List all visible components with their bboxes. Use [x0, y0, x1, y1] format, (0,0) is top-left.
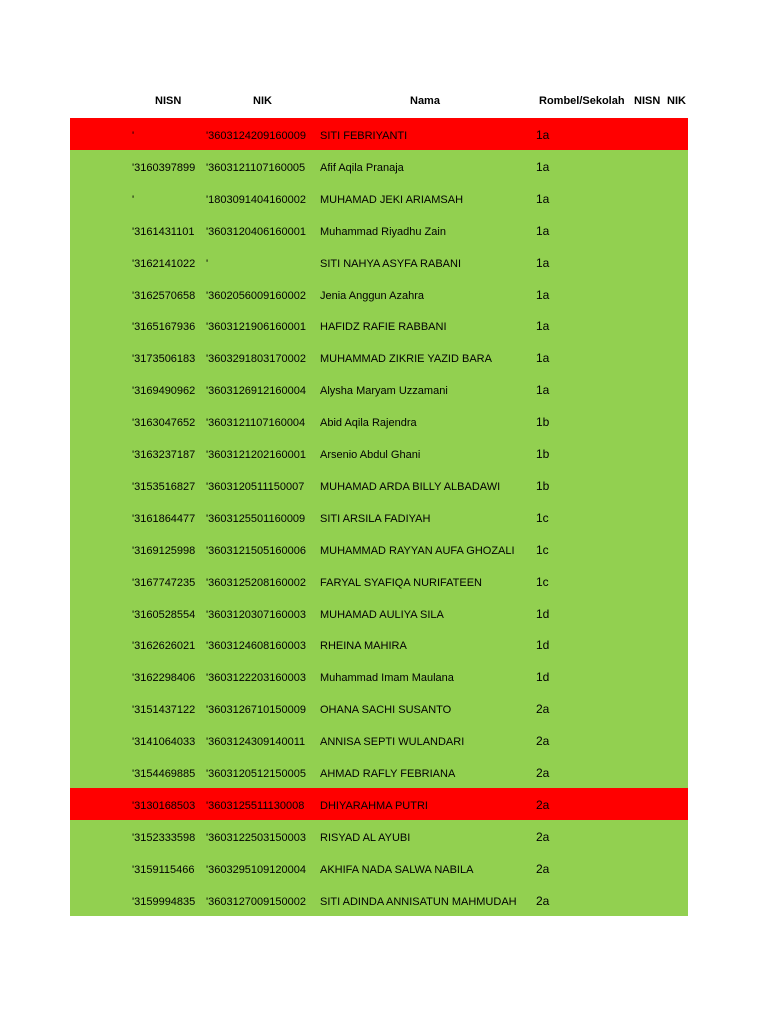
- cell-nik: '3603120406160001: [206, 225, 306, 238]
- student-table: [70, 118, 688, 916]
- cell-nama: HAFIDZ RAFIE RABBANI: [320, 321, 447, 334]
- cell-nama: AHMAD RAFLY FEBRIANA: [320, 768, 456, 780]
- cell-nama: Muhammad Riyadhu Zain: [320, 225, 446, 238]
- table-row[interactable]: [70, 405, 688, 437]
- cell-nik: '3603120511150007: [206, 480, 305, 493]
- table-row[interactable]: [70, 852, 688, 884]
- table-row[interactable]: [70, 309, 688, 341]
- cell-nama: RHEINA MAHIRA: [320, 640, 407, 653]
- table-row[interactable]: [70, 182, 688, 214]
- cell-nik: '3603295109120004: [206, 863, 306, 876]
- cell-rombel: 1c: [536, 510, 549, 525]
- cell-nisn: '3160528554: [132, 608, 196, 621]
- cell-nisn: '3162298406: [132, 672, 196, 685]
- cell-nik: '3603120512150005: [206, 768, 306, 780]
- cell-nisn: '3163237187: [132, 449, 196, 461]
- table-row[interactable]: [70, 118, 688, 150]
- cell-nisn: '3141064033: [132, 736, 196, 749]
- cell-rombel: 1d: [536, 638, 550, 653]
- cell-nama: Abid Aqila Rajendra: [320, 417, 417, 430]
- cell-nik: '3603126710150009: [206, 704, 306, 717]
- cell-nisn: ': [132, 193, 135, 206]
- header-nik-2: NIK: [667, 95, 686, 107]
- table-row[interactable]: [70, 533, 688, 565]
- cell-nisn: '3173506183: [132, 353, 196, 366]
- cell-nisn: '3169490962: [132, 385, 196, 398]
- cell-nisn: '3152333598: [132, 831, 196, 844]
- table-row[interactable]: [70, 501, 688, 533]
- cell-rombel: 1a: [536, 191, 550, 206]
- table-row[interactable]: [70, 214, 688, 246]
- cell-nisn: '3159115466: [132, 863, 195, 876]
- header-nisn-2: NISN: [634, 95, 661, 107]
- cell-nik: '3603127009150002: [206, 895, 306, 908]
- cell-nik: '3603121107160005: [206, 161, 306, 174]
- cell-nama: SITI ADINDA ANNISATUN MAHMUDAH: [320, 895, 517, 908]
- cell-nik: '3603124608160003: [206, 640, 306, 653]
- cell-nik: '3603121202160001: [206, 449, 306, 461]
- cell-nama: ANNISA SEPTI WULANDARI: [320, 736, 465, 749]
- cell-nama: SITI NAHYA ASYFA RABANI: [320, 257, 462, 270]
- cell-rombel: 1a: [536, 159, 550, 174]
- cell-nama: Muhammad Imam Maulana: [320, 672, 454, 685]
- cell-nisn: '3160397899: [132, 161, 196, 174]
- header-rombel: Rombel/Sekolah: [539, 95, 625, 107]
- table-row[interactable]: [70, 788, 688, 820]
- table-row[interactable]: [70, 341, 688, 373]
- cell-nama: MUHAMMAD ZIKRIE YAZID BARA: [320, 353, 492, 366]
- cell-nisn: '3167747235: [132, 576, 196, 589]
- cell-nik: '3603291803170002: [206, 353, 306, 366]
- cell-rombel: 2a: [536, 734, 550, 749]
- cell-rombel: 1a: [536, 319, 550, 334]
- cell-rombel: 1b: [536, 478, 550, 493]
- cell-nisn: '3165167936: [132, 321, 196, 334]
- cell-nama: FARYAL SYAFIQA NURIFATEEN: [320, 576, 482, 589]
- cell-rombel: 1a: [536, 383, 550, 398]
- cell-nama: MUHAMAD JEKI ARIAMSAH: [320, 193, 464, 206]
- cell-nisn: '3130168503: [132, 799, 196, 812]
- cell-nik: '3603125501160009: [206, 512, 306, 525]
- cell-nama: Arsenio Abdul Ghani: [320, 449, 421, 461]
- cell-nik: ': [206, 257, 209, 270]
- table-row[interactable]: [70, 820, 688, 852]
- cell-rombel: 1b: [536, 415, 550, 430]
- cell-rombel: 2a: [536, 766, 550, 780]
- cell-nik: '3602056009160002: [206, 289, 306, 302]
- cell-nisn: '3159994835: [132, 895, 196, 908]
- cell-nisn: '3161431101: [132, 225, 195, 238]
- cell-rombel: 1d: [536, 606, 550, 621]
- cell-nik: '3603125208160002: [206, 576, 306, 589]
- cell-nisn: '3162141022: [132, 257, 196, 270]
- cell-nik: '3603124309140011: [206, 736, 306, 749]
- cell-rombel: 1c: [536, 574, 549, 589]
- cell-nik: '3603121505160006: [206, 544, 306, 557]
- cell-nama: SITI FEBRIYANTI: [320, 130, 408, 142]
- table-row[interactable]: [70, 756, 688, 788]
- table-row[interactable]: [70, 373, 688, 405]
- header-nama: Nama: [410, 95, 440, 107]
- table-row[interactable]: [70, 884, 688, 916]
- table-row[interactable]: [70, 628, 688, 660]
- table-row[interactable]: [70, 692, 688, 724]
- cell-nama: OHANA SACHI SUSANTO: [320, 704, 452, 717]
- cell-nama: Afif Aqila Pranaja: [320, 161, 404, 174]
- table-row[interactable]: [70, 278, 688, 310]
- table-row[interactable]: [70, 724, 688, 756]
- cell-rombel: 1a: [536, 351, 550, 366]
- cell-rombel: 2a: [536, 893, 550, 908]
- cell-nama: MUHAMAD AULIYA SILA: [320, 608, 444, 621]
- cell-nik: '3603125511130008: [206, 799, 305, 812]
- cell-nama: AKHIFA NADA SALWA NABILA: [320, 863, 474, 876]
- table-header: [0, 92, 768, 110]
- cell-nama: MUHAMMAD RAYYAN AUFA GHOZALI: [320, 544, 515, 557]
- cell-nama: Alysha Maryam Uzzamani: [320, 385, 448, 398]
- cell-nik: '3603121906160001: [206, 321, 306, 334]
- cell-rombel: 1a: [536, 287, 550, 302]
- cell-nik: '3603122203160003: [206, 672, 306, 685]
- cell-nisn: '3153516827: [132, 480, 196, 493]
- header-nisn: NISN: [155, 95, 182, 107]
- cell-nisn: '3162570658: [132, 289, 196, 302]
- cell-nisn: ': [132, 130, 135, 142]
- cell-rombel: 1d: [536, 670, 550, 685]
- cell-nisn: '3162626021: [132, 640, 196, 653]
- cell-nik: '3603126912160004: [206, 385, 306, 398]
- cell-rombel: 2a: [536, 797, 550, 812]
- cell-nik: '3603121107160004: [206, 417, 306, 430]
- cell-rombel: 1c: [536, 542, 549, 557]
- cell-nisn: '3169125998: [132, 544, 196, 557]
- cell-nama: MUHAMAD ARDA BILLY ALBADAWI: [320, 480, 501, 493]
- table-row[interactable]: [70, 437, 688, 469]
- cell-rombel: 2a: [536, 829, 550, 844]
- cell-nama: Jenia Anggun Azahra: [320, 289, 424, 302]
- cell-rombel: 1b: [536, 447, 550, 461]
- table-row[interactable]: [70, 597, 688, 629]
- cell-nik: '3603120307160003: [206, 608, 306, 621]
- cell-rombel: 1a: [536, 255, 550, 270]
- cell-nik: '3603124209160009: [206, 130, 306, 142]
- cell-rombel: 2a: [536, 861, 550, 876]
- cell-nama: RISYAD AL AYUBI: [320, 831, 411, 844]
- cell-nik: '3603122503150003: [206, 831, 306, 844]
- cell-rombel: 1a: [536, 223, 550, 238]
- cell-rombel: 1a: [536, 128, 550, 142]
- table-row[interactable]: [70, 660, 688, 692]
- cell-nik: '1803091404160002: [206, 193, 306, 206]
- table-row[interactable]: [70, 469, 688, 501]
- table-row[interactable]: [70, 150, 688, 182]
- cell-nama: DHIYARAHMA PUTRI: [320, 799, 428, 812]
- cell-nama: SITI ARSILA FADIYAH: [320, 512, 431, 525]
- table-row[interactable]: [70, 565, 688, 597]
- cell-nisn: '3154469885: [132, 768, 196, 780]
- cell-rombel: 2a: [536, 702, 550, 717]
- cell-nisn: '3161864477: [132, 512, 196, 525]
- table-row[interactable]: [70, 246, 688, 278]
- header-nik: NIK: [253, 95, 272, 107]
- cell-nisn: '3163047652: [132, 417, 196, 430]
- cell-nisn: '3151437122: [132, 704, 196, 717]
